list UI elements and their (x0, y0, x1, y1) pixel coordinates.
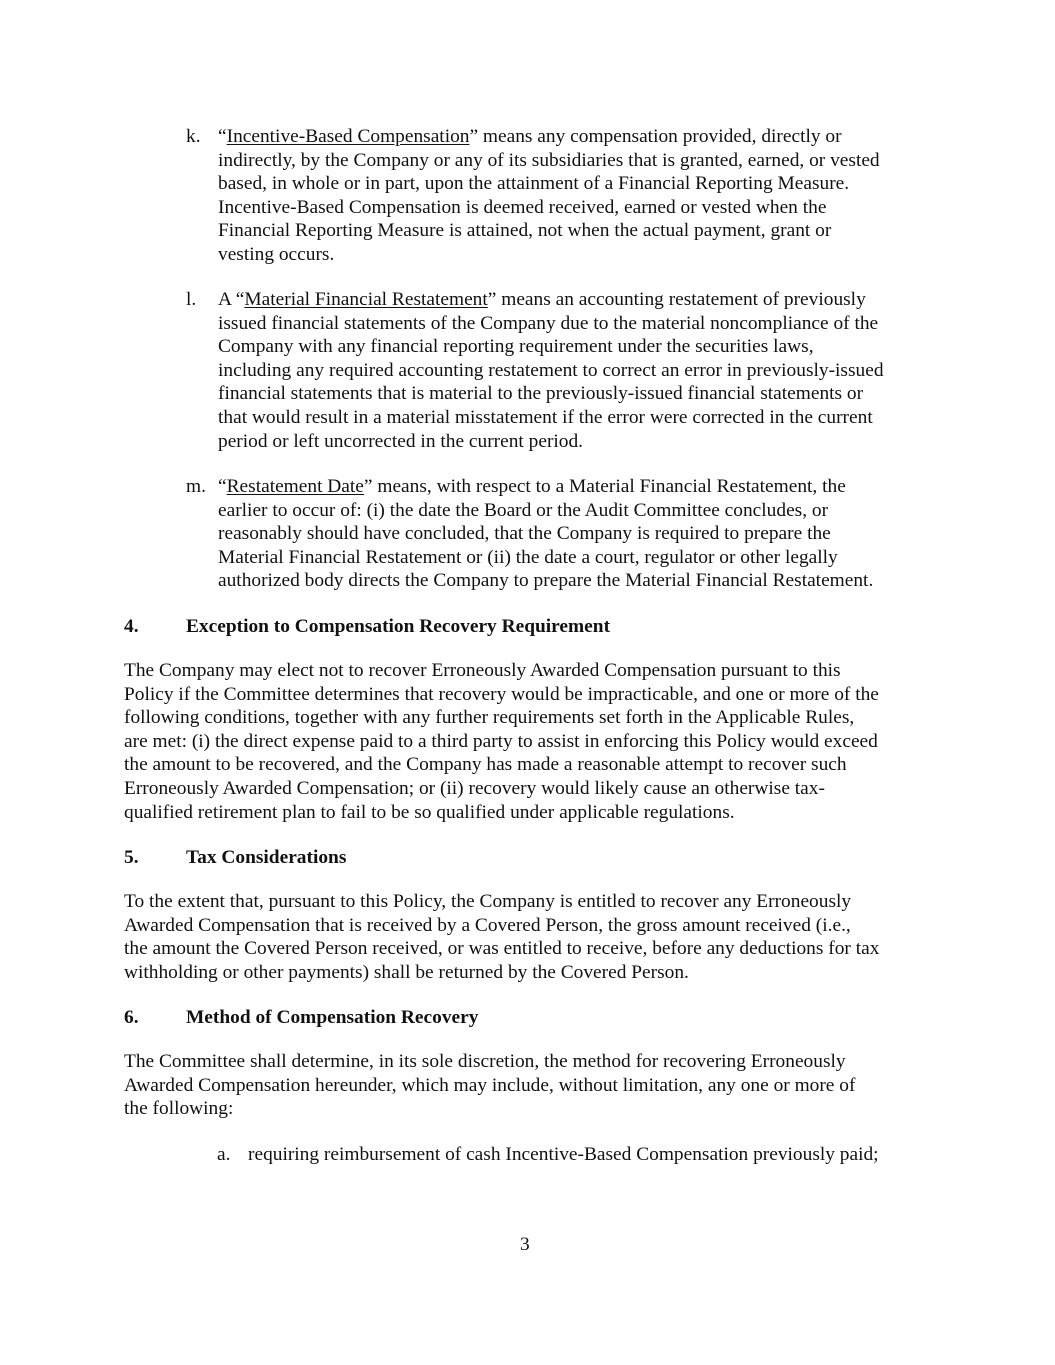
list-label: a. (217, 1144, 231, 1165)
section-4-heading (124, 615, 611, 639)
line: qualified retirement plan to fail to be so qualified under applicable regulations. (124, 801, 735, 823)
line: including any required accounting restatement to correct an error in previously-issued (218, 359, 884, 381)
list-label: k. (186, 126, 201, 147)
line: that would result in a material misstatement if the error were corrected in the current (218, 406, 873, 428)
quote-open: “ (218, 476, 227, 497)
line: vesting occurs. (218, 243, 335, 265)
quote-open: “ (218, 126, 227, 147)
line (218, 125, 880, 149)
section-number: 4. (124, 616, 139, 637)
section-4-body (124, 659, 879, 824)
section-title: Exception to Compensation Recovery Requirement (186, 616, 611, 637)
line: are met: (i) the direct expense paid to a third party to assist in enforcing this Policy would exceed (124, 730, 878, 752)
line: financial statements that is material to the previously-issued financial statements or (218, 383, 864, 405)
text: ” means an accounting restatement of previously (487, 289, 866, 310)
definition-k (186, 125, 880, 267)
line: Erroneously Awarded Compensation; or (ii) recovery would likely cause an otherwise tax- (124, 777, 825, 799)
line (218, 475, 873, 499)
line: issued financial statements of the Company due to the material noncompliance of the (218, 312, 879, 334)
line (218, 288, 884, 312)
section-number: 6. (124, 1007, 139, 1028)
list-text: requiring reimbursement of cash Incentive-Based Compensation previously paid; (248, 1144, 879, 1165)
section-5-heading (124, 846, 347, 870)
section-title: Method of Compensation Recovery (186, 1007, 479, 1028)
defined-term: Restatement Date (226, 476, 364, 497)
text: ” means any compensation provided, directly or (469, 126, 842, 147)
page-number: 3 (520, 1234, 530, 1255)
line: earlier to occur of: (i) the date the Board or the Audit Committee concludes, or (218, 499, 829, 521)
line: withholding or other payments) shall be returned by the Covered Person. (124, 961, 689, 983)
section-5-body (124, 890, 879, 984)
list-label: l. (186, 289, 197, 310)
defined-term: Incentive-Based Compensation (226, 126, 470, 147)
line: period or left uncorrected in the current period. (218, 430, 584, 452)
text: ” means, with respect to a Material Financial Restatement, the (363, 476, 846, 497)
definition-m (186, 475, 873, 593)
line: based, in whole or in part, upon the attainment of a Financial Reporting Measure. (218, 173, 850, 195)
line: The Company may elect not to recover Erroneously Awarded Compensation pursuant to this (124, 660, 841, 681)
list-label: m. (186, 476, 206, 497)
line: authorized body directs the Company to prepare the Material Financial Restatement. (218, 570, 874, 592)
method-item-a (217, 1143, 879, 1167)
definition-text (218, 475, 873, 593)
line: Material Financial Restatement or (ii) the date a court, regulator or other legally (218, 546, 838, 568)
section-number: 5. (124, 847, 139, 868)
line: Awarded Compensation hereunder, which may include, without limitation, any one or more of (124, 1074, 856, 1096)
line: The Committee shall determine, in its sole discretion, the method for recovering Erroneously (124, 1051, 846, 1072)
section-6-body (124, 1050, 855, 1121)
line: To the extent that, pursuant to this Policy, the Company is entitled to recover any Erroneously (124, 891, 852, 912)
line: Financial Reporting Measure is attained, not when the actual payment, grant or (218, 220, 832, 242)
section-6-heading (124, 1006, 479, 1030)
line: the amount the Covered Person received, or was entitled to receive, before any deductions for tax (124, 938, 880, 960)
line: Policy if the Committee determines that recovery would be impracticable, and one or more of the (124, 683, 879, 705)
line: Incentive-Based Compensation is deemed received, earned or vested when the (218, 196, 827, 218)
line: indirectly, by the Company or any of its subsidiaries that is granted, earned, or vested (218, 149, 880, 171)
line: Company with any financial reporting requirement under the securities laws, (218, 336, 814, 358)
definition-text (218, 125, 880, 267)
line: following conditions, together with any further requirements set forth in the Applicable Rules, (124, 707, 855, 729)
definition-text (218, 288, 884, 453)
quote-open: A “ (218, 289, 245, 310)
line: Awarded Compensation that is received by a Covered Person, the gross amount received (i.e., (124, 914, 851, 936)
line: reasonably should have concluded, that the Company is required to prepare the (218, 523, 831, 545)
defined-term: Material Financial Restatement (244, 289, 488, 310)
line: the amount to be recovered, and the Company has made a reasonable attempt to recover such (124, 754, 847, 776)
line: the following: (124, 1098, 234, 1120)
section-title: Tax Considerations (186, 847, 347, 868)
definition-l (186, 288, 884, 453)
